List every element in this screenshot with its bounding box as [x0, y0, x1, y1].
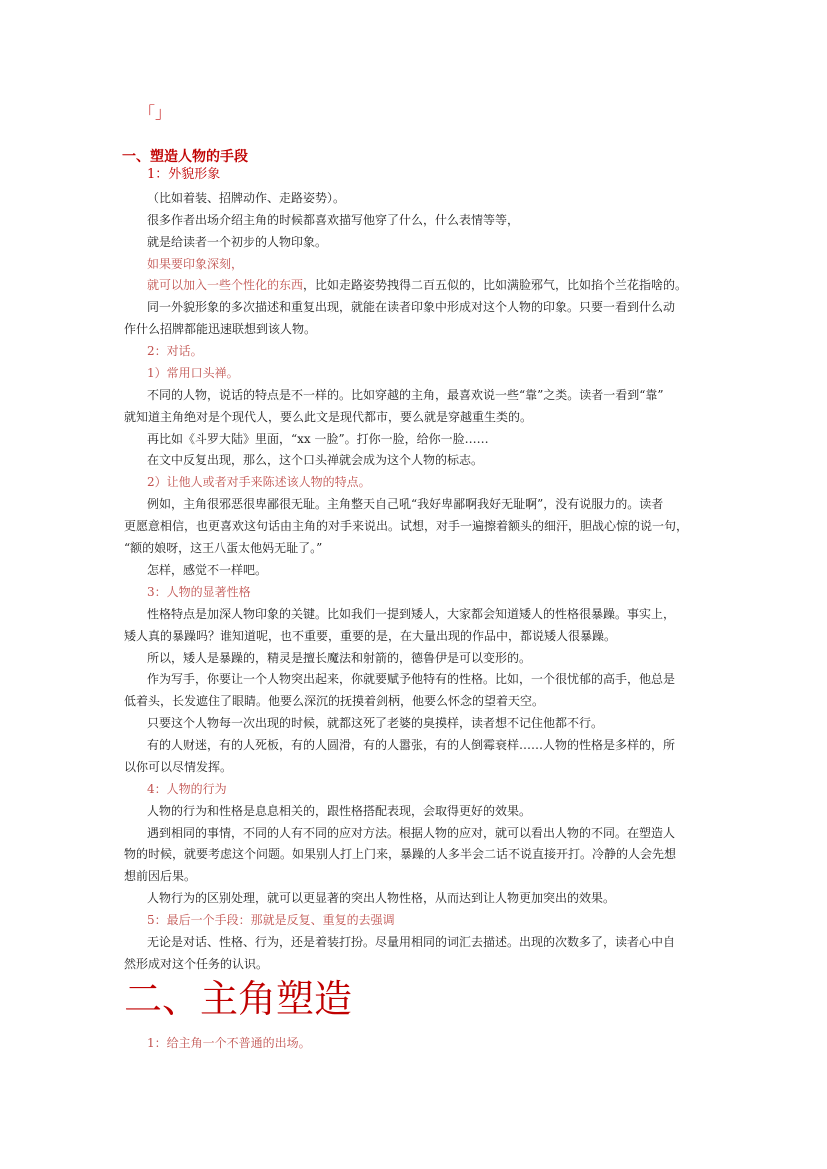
paragraph-line: 遇到相同的事情，不同的人有不同的应对方法。根据人物的应对，就可以看出人物的不同。在塑造人 [147, 826, 676, 840]
paragraph-line: 矮人真的暴躁吗？谁知道呢，也不重要，重要的是，在大量出现的作品中，都说矮人很暴躁。 [124, 629, 617, 643]
paragraph-line: 以你可以尽情发挥。 [124, 760, 233, 774]
paragraph-line: 想前因后果。 [124, 869, 197, 883]
paragraph-line: 就知道主角绝对是个现代人，要么此文是现代都市，要么就是穿越重生类的。 [124, 410, 533, 424]
paragraph-line: 有的人财迷，有的人死板，有的人圆滑，有的人嚣张，有的人倒霉衰样……人物的性格是多样的，所 [147, 738, 676, 752]
paragraph-line: 只要这个人物每一次出现的时候，就都这死了老婆的臭摸样，读者想不记住他都不行。 [147, 716, 604, 730]
section-2-heading: 二、主角塑造 [124, 977, 353, 1021]
bracket-mark: 「」 [139, 103, 172, 122]
paragraph-line: 很多作者出场介绍主角的时候都喜欢描写他穿了什么，什么表情等等， [147, 213, 520, 227]
paragraph-line: 再比如《斗罗大陆》里面，“xx 一脸”。打你一脸，给你一脸…… [147, 432, 489, 446]
subheading-repetition: 5：最后一个手段：那就是反复、重复的去强调 [147, 913, 395, 927]
paragraph-line: 怎样，感觉不一样吧。 [147, 563, 268, 577]
paragraph-line: 作为写手，你要让一个人物突出起来，你就要赋予他特有的性格。比如，一个很忧郁的高手，他总是 [147, 672, 676, 686]
paragraph-line: 低着头，长发遮住了眼睛。他要么深沉的抚摸着剑柄，他要么怀念的望着天空。 [124, 694, 545, 708]
paragraph-line: 例如，主角很邪恶很卑鄙很无耻。主角整天自己吼“我好卑鄙啊我好无耻啊”，没有说服力的。读者 [147, 497, 664, 511]
paragraph-line: 性格特点是加深人物印象的关键。比如我们一提到矮人，大家都会知道矮人的性格很暴躁。事实上， [147, 607, 676, 621]
paragraph-line: 同一外貌形象的多次描述和重复出现，就能在读者印象中形成对这个人物的印象。只要一看到什么动 [147, 300, 676, 314]
subheading-catchphrase: 1）常用口头禅。 [147, 366, 239, 380]
paragraph-line: （比如着装、招牌动作、走路姿势）。 [147, 191, 346, 205]
paragraph-line: 无论是对话、性格、行为，还是着装打扮。尽量用相同的词汇去描述。出现的次数多了，读者心中自 [147, 935, 676, 949]
subheading-personality: 3：人物的显著性格 [147, 585, 251, 599]
paragraph-line: 不同的人物，说话的特点是不一样的。比如穿越的主角，最喜欢说一些“靠”之类。读者一看到“靠” [147, 388, 664, 402]
paragraph-line: 在文中反复出现，那么，这个口头禅就会成为这个人物的标志。 [147, 453, 484, 467]
paragraph-line: 人物的行为和性格是息息相关的，跟性格搭配表现，会取得更好的效果。 [147, 804, 532, 818]
paragraph-line: 就是给读者一个初步的人物印象。 [147, 235, 328, 249]
section-1-heading: 一、塑造人物的手段 [122, 149, 248, 165]
paragraph-line: 人物行为的区别处理，就可以更显著的突出人物性格，从而达到让人物更加突出的效果。 [147, 891, 616, 905]
mixed-line [147, 277, 687, 293]
paragraph-line: 所以，矮人是暴躁的，精灵是擅长魔法和射箭的，德鲁伊是可以变形的。 [147, 651, 532, 665]
paragraph-text: ，比如走路姿势拽得二百五似的，比如满脸邪气，比如掐个兰花指啥的。 [303, 278, 688, 292]
paragraph-line: 物的时候，就要考虑这个问题。如果别人打上门来，暴躁的人多半会二话不说直接开打。冷静的人会先想 [124, 847, 677, 861]
subheading-appearance: 1：外貌形象 [147, 167, 221, 182]
subheading-dialogue: 2：对话。 [147, 344, 203, 358]
highlight-line: 如果要印象深刻， [147, 257, 244, 271]
paragraph-line: 作什么招牌都能迅速联想到该人物。 [124, 322, 317, 336]
paragraph-line: “额的娘呀，这王八蛋太他妈无耻了。” [124, 541, 323, 555]
paragraph-line: 然形成对这个任务的认识。 [124, 957, 269, 971]
paragraph-line: 更愿意相信，也更喜欢这句话由主角的对手来说出。试想，对手一遍擦着额头的细汗，胆战心惊的说一句， [124, 519, 689, 533]
subheading-behavior: 4：人物的行为 [147, 782, 227, 796]
subheading-others-describe: 2）让他人或者对手来陈述该人物的特点。 [147, 475, 371, 489]
highlight-phrase: 就可以加入一些个性化的东西 [147, 278, 304, 292]
subheading-entrance: 1：给主角一个不普通的出场。 [147, 1036, 311, 1050]
